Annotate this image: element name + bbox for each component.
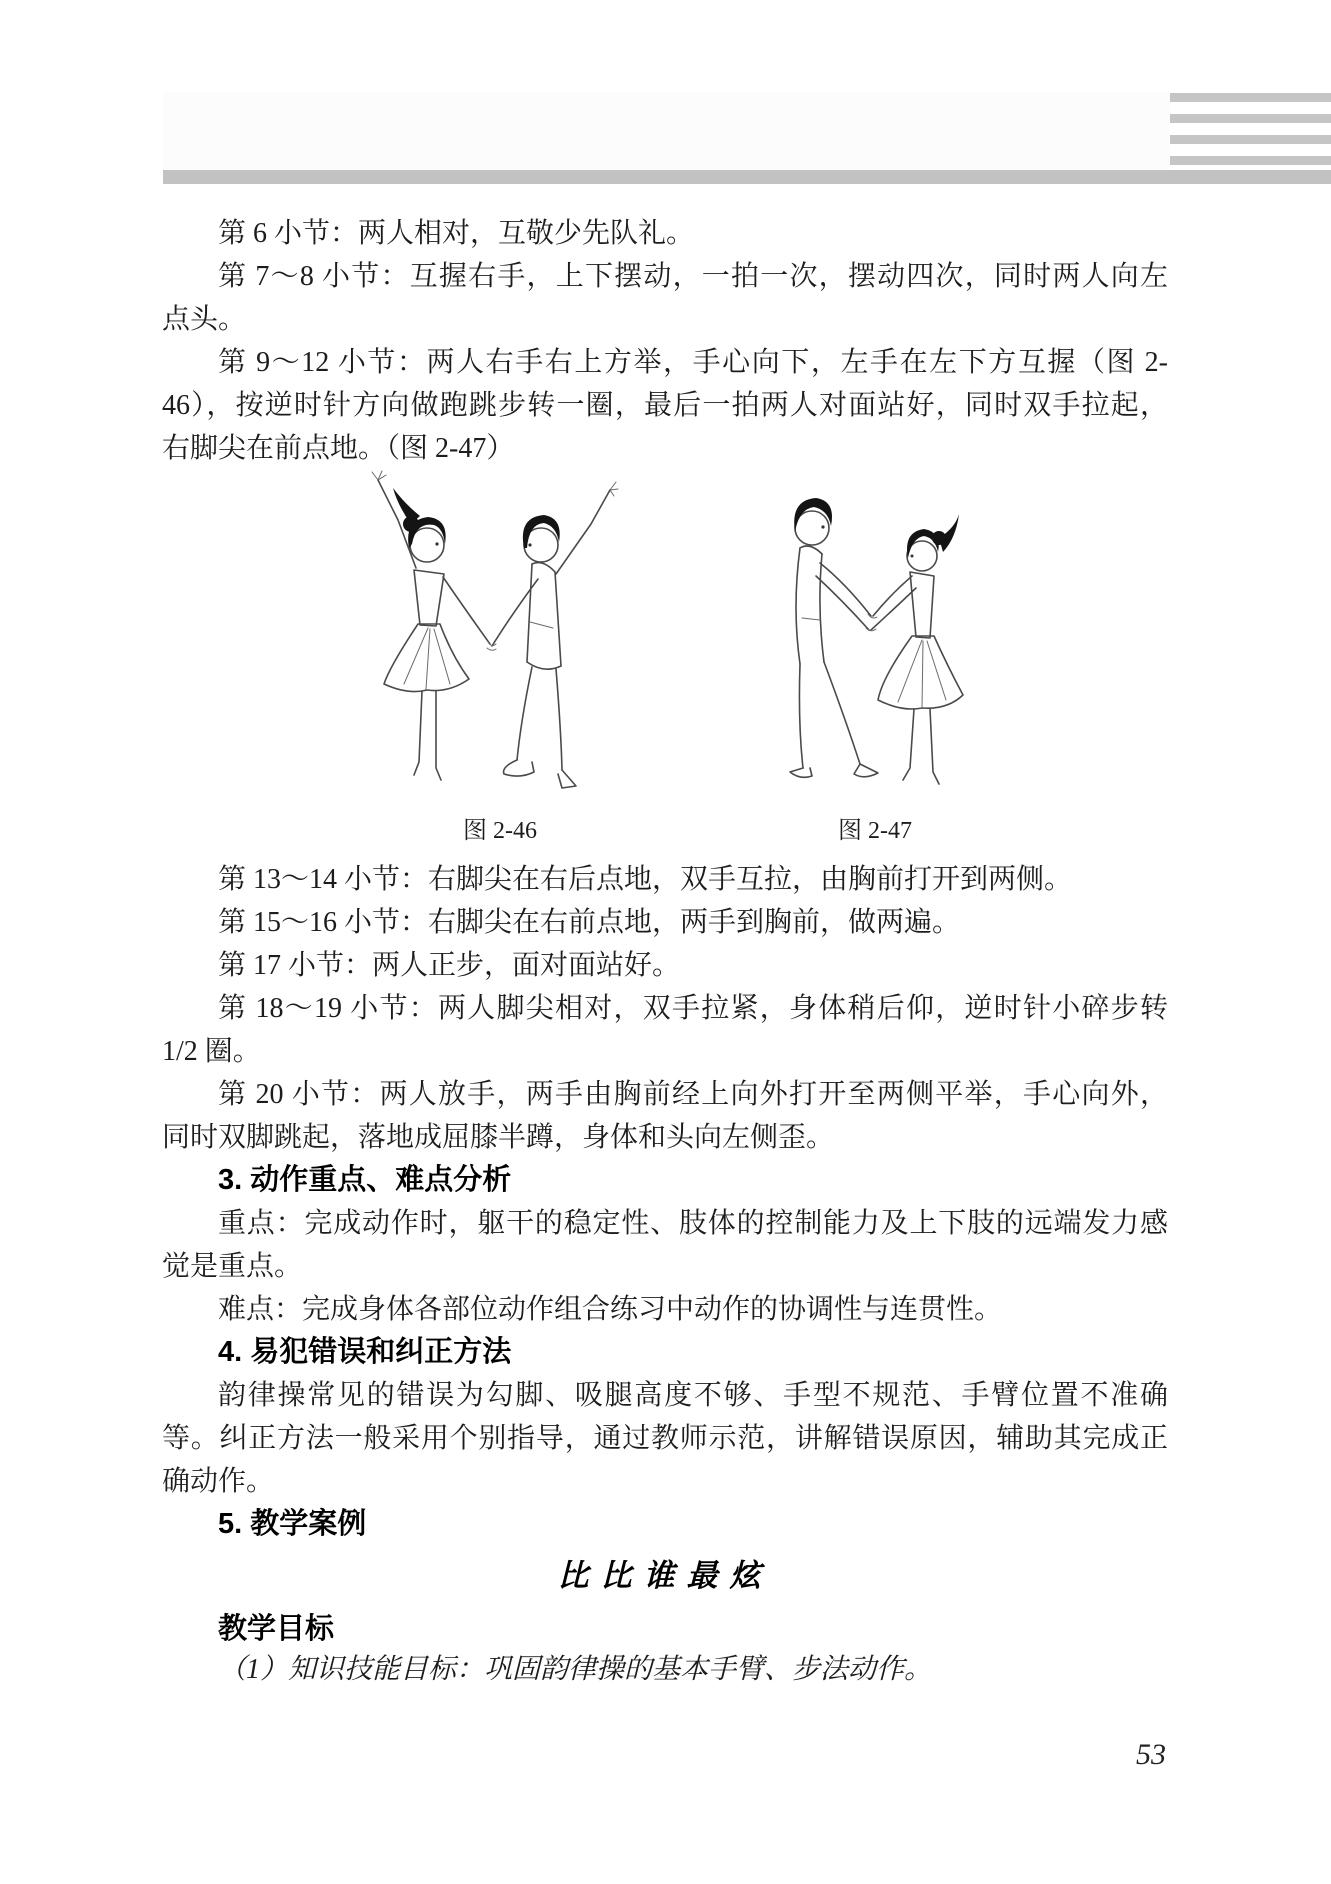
body-line: 第 13～14 小节：右脚尖在右后点地，双手互拉，由胸前打开到两侧。 [218, 864, 1073, 895]
header-block [163, 92, 1170, 170]
body-line: 1/2 圈。 [162, 1036, 261, 1067]
section-heading-5: 5. 教学案例 [218, 1508, 367, 1540]
figure-2-46-illustration [348, 462, 640, 810]
body-line: 第 7～8 小节：互握右手，上下摆动，一拍一次，摆动四次，同时两人向左 [218, 261, 1168, 292]
dancing-children-drawing [750, 468, 980, 810]
dancing-children-drawing [348, 462, 640, 810]
section-heading-4: 4. 易犯错误和纠正方法 [218, 1336, 512, 1368]
objective-item: （1）知识技能目标：巩固韵律操的基本手臂、步法动作。 [218, 1654, 933, 1685]
body-line: 同时双脚跳起，落地成屈膝半蹲，身体和头向左侧歪。 [162, 1122, 835, 1153]
page-number: 53 [1136, 1738, 1166, 1771]
body-line: 第 18～19 小节：两人脚尖相对，双手拉紧，身体稍后仰，逆时针小碎步转 [218, 993, 1168, 1024]
body-line: 确动作。 [162, 1466, 275, 1497]
body-line: 右脚尖在前点地。（图 2-47） [162, 433, 515, 464]
body-line: 46），按逆时针方向做跑跳步转一圈，最后一拍两人对面站好，同时双手拉起， [162, 390, 1168, 421]
figure-2-47-illustration [750, 468, 980, 810]
figure-caption: 图 2-46 [463, 818, 537, 844]
body-line: 第 17 小节：两人正步，面对面站好。 [218, 950, 681, 981]
header-band [163, 170, 1331, 184]
figure-caption: 图 2-47 [838, 818, 912, 844]
body-line: 韵律操常见的错误为勾脚、吸腿高度不够、手型不规范、手臂位置不准确 [218, 1380, 1168, 1411]
header-stripe [1170, 93, 1331, 102]
body-line: 难点：完成身体各部位动作组合练习中动作的协调性与连贯性。 [218, 1294, 1003, 1325]
body-line: 重点：完成动作时，躯干的稳定性、肢体的控制能力及上下肢的远端发力感 [218, 1208, 1168, 1239]
objectives-heading: 教学目标 [218, 1613, 335, 1645]
body-text-middle [162, 858, 1168, 1546]
body-line: 第 20 小节：两人放手，两手由胸前经上向外打开至两侧平举，手心向外， [218, 1079, 1168, 1110]
body-line: 觉是重点。 [162, 1251, 303, 1282]
body-line: 等。纠正方法一般采用个别指导，通过教师示范，讲解错误原因，辅助其完成正 [162, 1423, 1168, 1454]
header-stripe [1170, 135, 1331, 144]
body-line: 第 9～12 小节：两人右手右上方举，手心向下，左手在左下方互握（图 2- [218, 347, 1168, 378]
section-heading-3: 3. 动作重点、难点分析 [218, 1164, 512, 1196]
header-stripe [1170, 114, 1331, 123]
header-stripe [1170, 156, 1331, 165]
case-title: 比比谁最炫 [557, 1558, 773, 1593]
body-line: 第 6 小节：两人相对，互敬少先队礼。 [218, 218, 695, 249]
body-line: 点头。 [162, 304, 247, 335]
body-line: 第 15～16 小节：右脚尖在右前点地，两手到胸前，做两遍。 [218, 907, 961, 938]
body-text-top [162, 212, 1168, 470]
